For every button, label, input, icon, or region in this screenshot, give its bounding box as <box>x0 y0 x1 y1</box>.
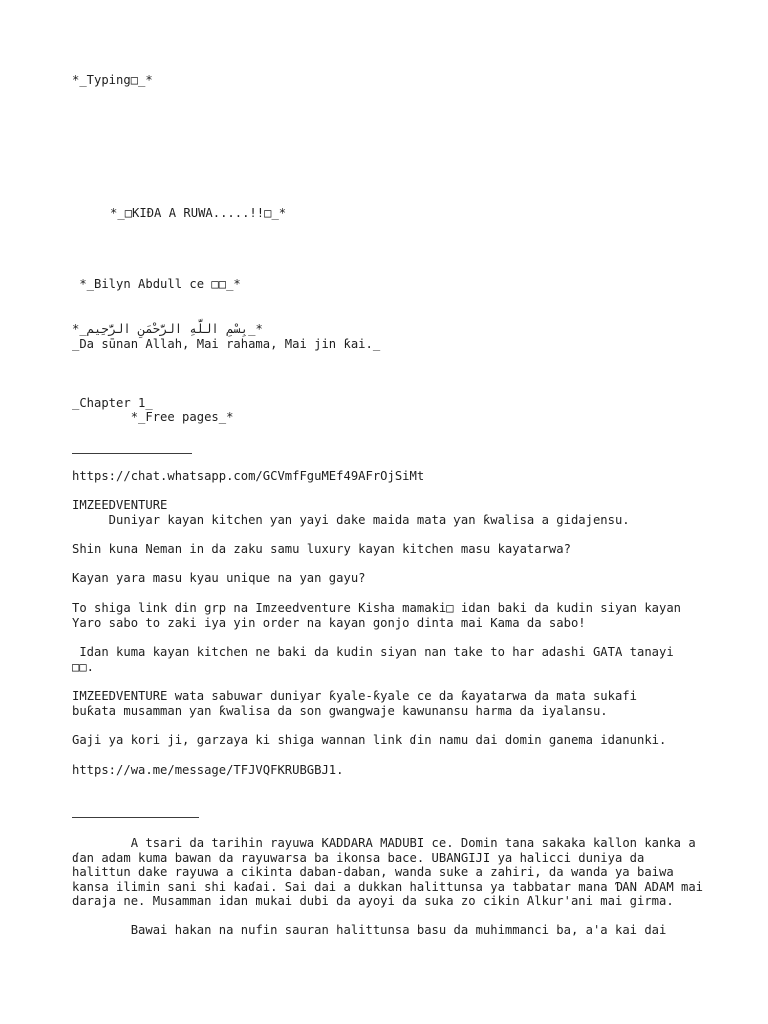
bismillah-line: *_بِسْمِ اللَّهِ الرَّحْمَنِ الرَّحِيم_* <box>72 322 263 336</box>
ad-intro-line: Duniyar kayan kitchen ƴan yayi dake maida mata ƴan ƙwalisa a gidajensu. <box>72 513 630 527</box>
free-pages-label: *_Free pages_* <box>72 410 234 424</box>
ad-paragraph-2-line-1: Idan kuma kayan kitchen ne baki da kudin siyan nan take to har adashi GATA tanayi <box>72 645 674 659</box>
story-paragraph-1: A tsari da tarihin rayuwa KADDARA MADUBI ce. Domin tana sakaka kallon kanka a ɗan adam kuma bawan da rayuwarsa ba ikonsa bace. UBANGIJI ya halicci duniya da halittun dake rayuwa a cikinta daban-daban, wanda suke a zahiri, da wanda ya baiwa kansa ilimin sani shi kaɗai. Sai dai a dukkan halittunsa ya tabbatar mana ƊAN ADAM mai daraja ne. Musamman idan mukai dubi da ayoyi da suka zo cikin Alkur'ani mai girma. <box>72 836 711 908</box>
ad-brand-name: IMZEEDVENTURE <box>72 498 168 512</box>
ad-paragraph-3-line-2: buƙata musamman ƴan ƙwalisa da son gwangwaje kawunansu harma da iyalansu. <box>72 704 608 718</box>
ad-paragraph-1-line-1: To shiga link din grp na Imzeedventure Kisha mamaki□ idan baki da kudin siyan kayan <box>72 601 682 615</box>
ad-question-1: Shin kuna Neman in da zaku samu luxury kayan kitchen masu kayatarwa? <box>72 542 571 556</box>
whatsapp-message-link[interactable]: https://wa.me/message/TFJVQFKRUBGBJ1. <box>72 763 344 777</box>
section-divider <box>72 453 192 454</box>
ad-paragraph-4: Gaji ya kori ji, garzaya ki shiga wannan link ɗin namu dai domin ganema idanunki. <box>72 733 667 747</box>
chapter-heading: _Chapter 1_ <box>72 396 153 410</box>
ad-paragraph-1-line-2: Yaro sabo to zaki iya yin order na kayan gonjo dinta mai Kama da sabo! <box>72 616 586 630</box>
typing-label: *_Typing□_* <box>72 73 153 87</box>
whatsapp-group-link[interactable]: https://chat.whatsapp.com/GCVmfFguMEf49AFrOjSiMt <box>72 469 425 483</box>
ad-paragraph-2-line-2: □□. <box>72 660 95 674</box>
story-title: *_□KIƉA A RUWA.....!!□_* <box>66 206 287 220</box>
section-divider <box>72 817 199 818</box>
ad-paragraph-3-line-1: IMZEEDVENTURE wata sabuwar duniyar ƙyale-ƙyale ce da ƙayatarwa da mata sukafi <box>72 689 637 703</box>
story-paragraph-2: Bawai hakan na nufin sauran halittunsa basu da muhimmanci ba, a'a kai dai <box>72 923 667 937</box>
ad-question-2: Kayan yara masu kyau unique na yan gayu? <box>72 571 366 585</box>
dedication-line: _Da sūnan Allah, Mai rahama, Mai jin ƙai._ <box>72 337 381 351</box>
author-line: *_Bilyn Abdull ce □□_* <box>72 277 241 291</box>
